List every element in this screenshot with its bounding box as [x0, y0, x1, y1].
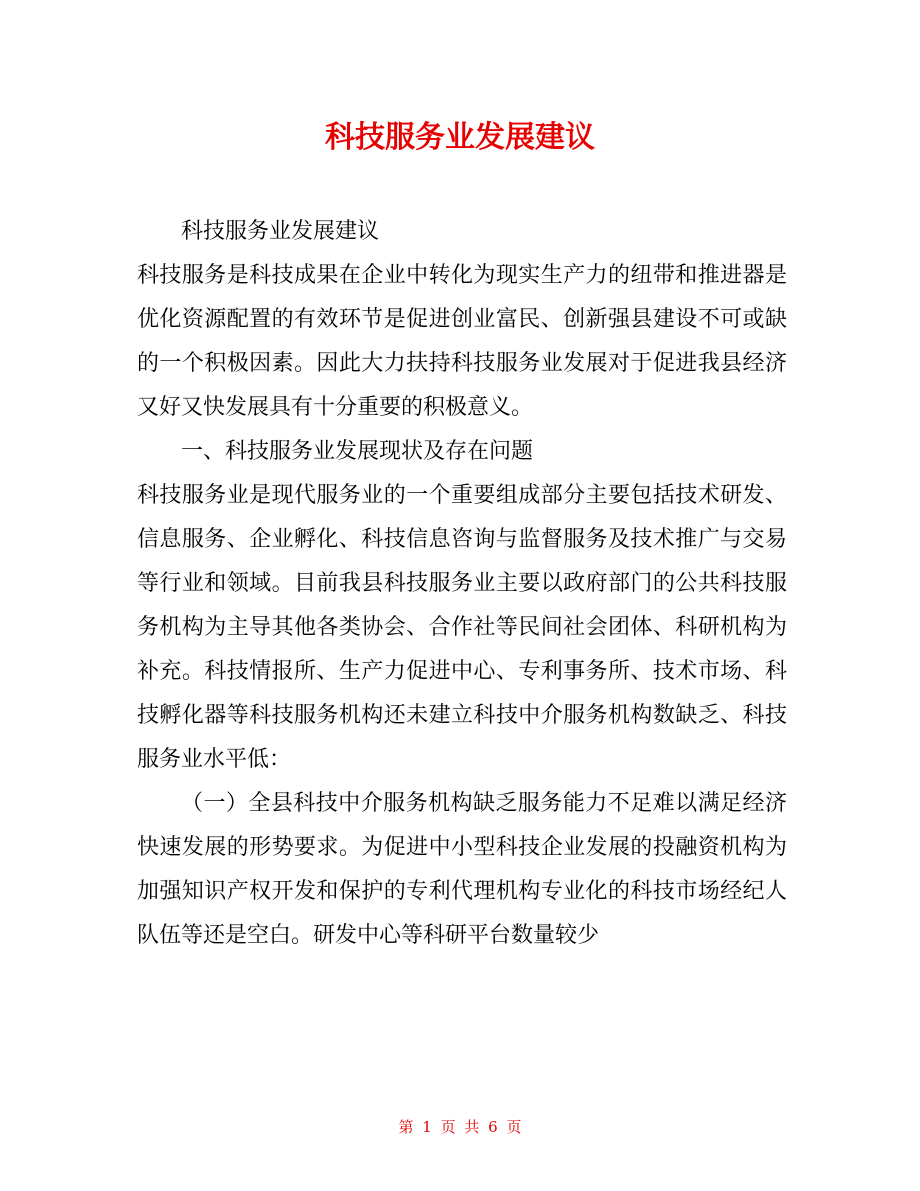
paragraph: 科技服务业是现代服务业的一个重要组成部分主要包括技术研发、信息服务、企业孵化、科技信息咨询与监督服务及技术推广与交易等行业和领域。目前我县科技服务业主要以政府部门的公共科技服务机构为主导其他各类协会、合作社等民间社会团体、科研机构为补充。科技情报所、生产力促进中心、专利事务所、技术市场、科技孵化器等科技服务机构还未建立科技中介服务机构数缺乏、科技服务业水平低：	[137, 483, 787, 772]
section-heading: 一、科技服务业发展现状及存在问题	[181, 439, 534, 464]
page-number-footer: 第 1 页 共 6 页	[398, 1118, 522, 1136]
paragraph: （一）全县科技中介服务机构缺乏服务能力不足难以满足经济快速发展的形势要求。为促进中小型科技企业发展的投融资机构为加强知识产权开发和保护的专利代理机构专业化的科技市场经纪人队伍等还是空白。研发中心等科研平台数量较少	[137, 791, 787, 948]
document-body	[137, 210, 787, 958]
document-title: 科技服务业发展建议	[325, 120, 595, 155]
paragraph-heading: 科技服务业发展建议	[181, 219, 380, 244]
paragraph: 科技服务是科技成果在企业中转化为现实生产力的纽带和推进器是优化资源配置的有效环节是促进创业富民、创新强县建设不可或缺的一个积极因素。因此大力扶持科技服务业发展对于促进我县经济又好又快发展具有十分重要的积极意义。	[137, 263, 787, 420]
